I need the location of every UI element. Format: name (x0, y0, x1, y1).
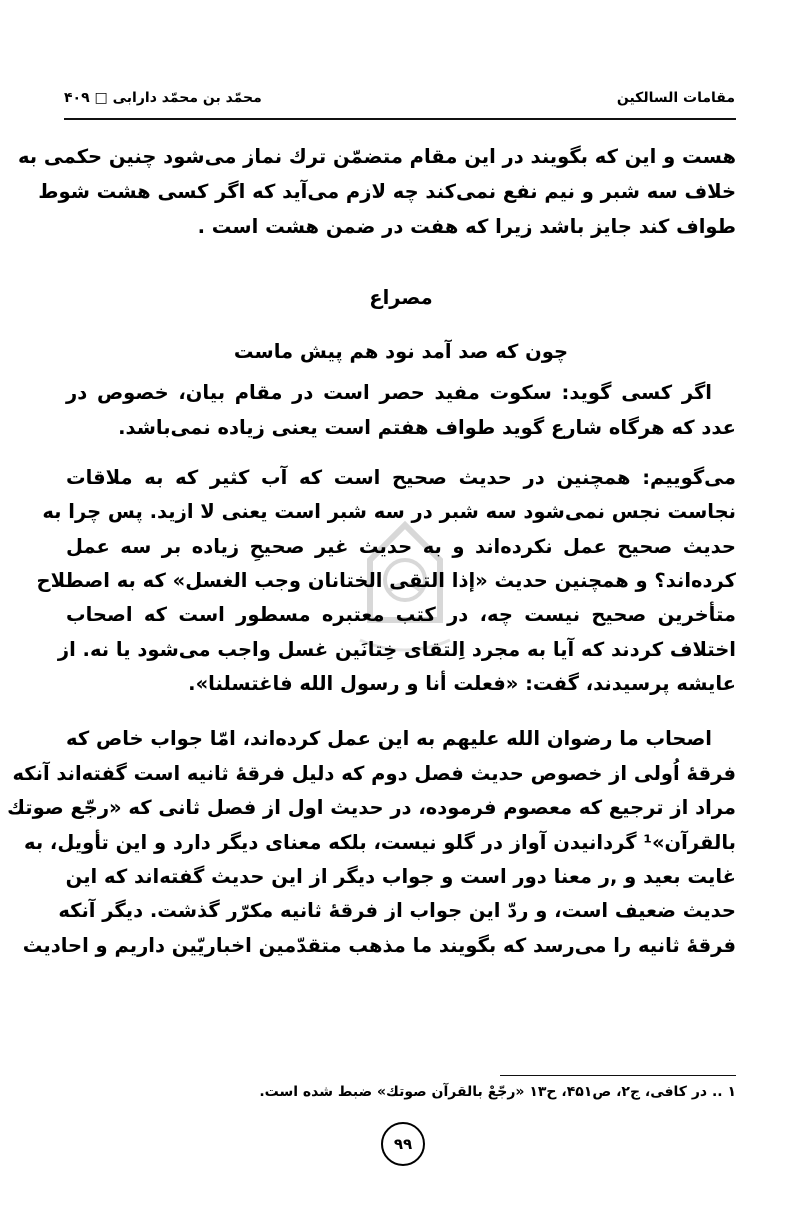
footnote-rule (500, 1075, 736, 1076)
header-rule (64, 118, 736, 120)
text-line: عایشه پرسیدند، گفت: «فعلت أنا و رسول الله فاغتسلنا». (188, 672, 736, 695)
text-line: هست و این که بگویند در این مقام متضمّن ترك نماز می‌شود چنین حکمی به (17, 145, 736, 168)
text-line: فرقهٔ اُولی از خصوص حدیث فصل دوم که دلیل فرقهٔ ثانیه است گفته‌اند آنکه (12, 762, 736, 785)
page-number: ۹۹ (381, 1122, 425, 1166)
running-header-author-page: محمّد بن محمّد دارابی □ ۴۰۹ (64, 90, 262, 106)
footnote: ۱ .. در کافی، ج۲، ص۴۵۱، ح۱۳ «رجّعْ بالقرآن صوتك» ضبط شده است. (259, 1084, 736, 1100)
running-header-book-title: مقامات السالکین (616, 90, 735, 106)
text-line: اصحاب ما رضوان الله علیهم به این عمل کرده‌اند، امّا جواب خاص که (66, 727, 712, 750)
text-line: حدیث ضعیف است، و ردّ این جواب از فرقهٔ ثانیه مکرّر گذشت. دیگر آنکه (58, 899, 736, 922)
text-line: حدیث صحیح عمل نکرده‌اند و به حدیث غیر صحیحِ زیاده بر سه عمل (66, 535, 736, 558)
text-line: عدد که هرگاه شارع گوید طواف هفتم است یعنی زیاده نمی‌باشد. (118, 416, 736, 439)
text-line: اگر کسی گوید: سکوت مفید حصر است در مقام بیان، خصوص در (66, 381, 712, 404)
text-line: خلاف سه شبر و نیم نفع نمی‌کند چه لازم می‌آید که اگر کسی هشت شوط (38, 180, 736, 203)
text-line: غایت بعید و ,ر معنا دور است و جواب دیگر از این حدیث گفته‌اند که این (65, 865, 736, 888)
verse-line: چون که صد آمد نود هم پیش ماست (233, 340, 569, 363)
text-line: نجاست نجس نمی‌شود سه شبر در سه شبر است یعنی لا ازید. پس چرا به (42, 500, 736, 523)
text-line: طواف کند جایز باشد زیرا که هفت در ضمن هشت است . (197, 215, 736, 238)
text-line: مراد از ترجیع که معصوم فرموده، در حدیث اول از فصل ثانی که «رجّع صوتك (7, 796, 736, 819)
text-line: متأخرین صحیح نیست چه، در کتب معتبره مسطور است که اصحاب (66, 603, 736, 626)
text-line: می‌گوییم: همچنین در حدیث صحیح است که آب کثیر که به ملاقات (66, 466, 736, 489)
text-line: بالقرآن»¹ گردانیدن آواز در گلو نیست، بلکه معنای دیگر دارد و این تأویل، به (24, 831, 736, 854)
text-line: اختلاف کردند که آیا به مجرد اِلتقای خِتانَین غسل واجب می‌شود یا نه. از (57, 638, 736, 661)
section-heading: مصراع (369, 286, 433, 309)
text-line: کرده‌اند؟ و همچنین حدیث «إذا التقی الختانان وجب الغسل» که به اصطلاح (36, 569, 736, 592)
text-line: فرقهٔ ثانیه را می‌رسد که بگویند ما مذهب متقدّمین اخباریّین داریم و احادیث (22, 934, 736, 957)
